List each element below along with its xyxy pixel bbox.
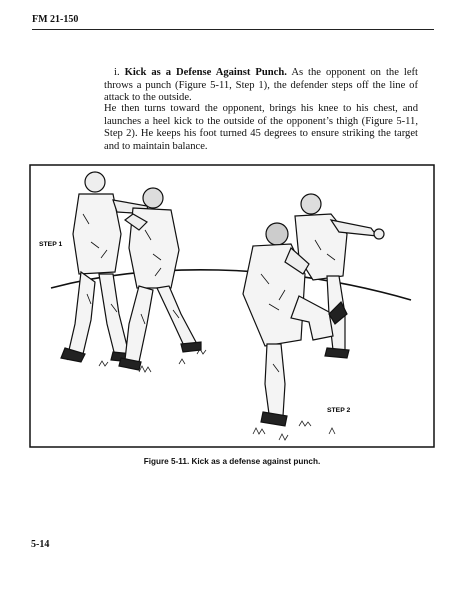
paragraph-2: He then turns toward the opponent, brings his knee to his chest, and launches a heel kick to the outside of the opponent’s thigh (Figure 5-11, Step 2). He keeps his foot turned 45 degrees to ensure striking the target and to maintain balance. bbox=[104, 103, 418, 152]
figure-caption: Figure 5-11. Kick as a defense against punch. bbox=[143, 457, 321, 466]
item-title: Kick as a Defense Against Punch. bbox=[124, 67, 287, 78]
figure-5-11-illustration bbox=[29, 164, 435, 448]
step2-label: STEP 2 bbox=[327, 407, 351, 414]
manual-header: FM 21-150 bbox=[32, 14, 79, 25]
item-marker: i. bbox=[114, 67, 120, 78]
step1-label: STEP 1 bbox=[39, 241, 63, 248]
header-rule bbox=[32, 29, 434, 30]
paragraph-kick-defense bbox=[104, 67, 418, 105]
page-number: 5-14 bbox=[31, 539, 50, 550]
paragraph-1-text: As the opponent on the left throws a punch (Figure 5-11, Step 1), the defender steps off the line of attack to the outside. bbox=[104, 67, 418, 104]
